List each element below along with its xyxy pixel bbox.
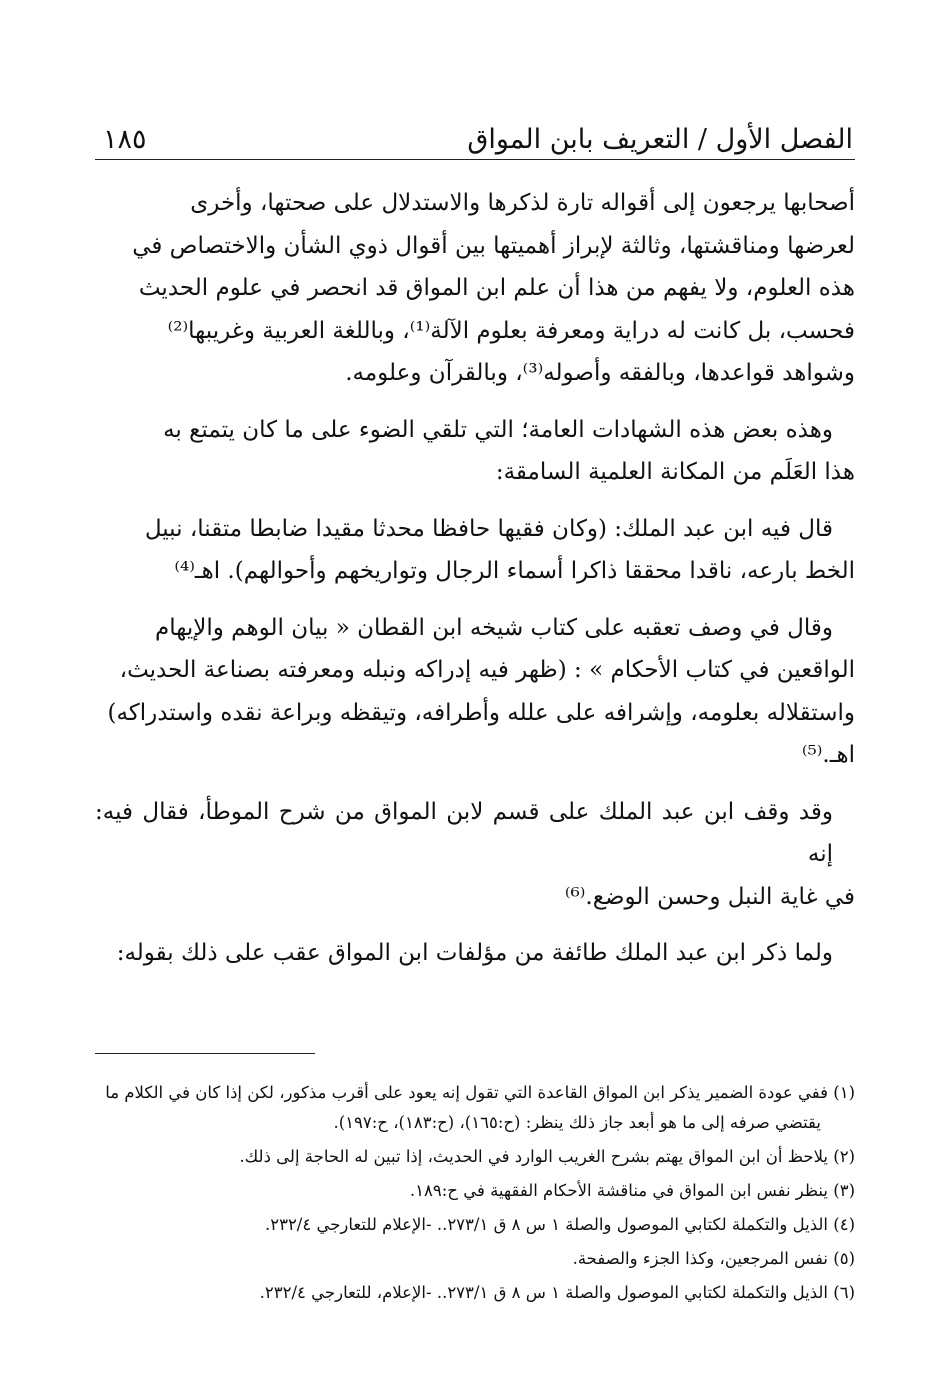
paragraph-3: [95, 508, 855, 593]
paragraph-4: [95, 607, 855, 777]
footnote-5: [95, 1244, 855, 1274]
text-line: اهـ.⁽⁵⁾: [801, 742, 855, 768]
footnotes: [95, 1078, 855, 1308]
text-line: وشواهد قواعدها، وبالفقه وأصوله⁽³⁾، وبالقرآن وعلومه.: [345, 360, 855, 386]
footnote-line: يقتضي صرفه إلى ما هو أبعد جاز ذلك ينظر: (ح:١٦٥)، (ح:١٨٣)، ح:١٩٧).: [333, 1112, 821, 1132]
text-line: في غاية النبل وحسن الوضع.⁽⁶⁾: [564, 883, 855, 910]
text-line: فحسب، بل كانت له دراية ومعرفة بعلوم الآلة⁽¹⁾، وباللغة العربية وغريبها⁽²⁾: [167, 317, 855, 344]
footnote-line: (١) ففي عودة الضمير يذكر ابن المواق القاعدة التي تقول إنه يعود على أقرب مذكور، لكن إذا كان في الكلام ما: [105, 1082, 855, 1102]
footnote-4: [95, 1210, 855, 1240]
text-line: الخط بارعه، ناقدا محققا ذاكرا أسماء الرجال وتواريخهم وأحوالهم). اهـ⁽⁴⁾: [174, 558, 855, 584]
footnote-line: (٢) يلاحظ أن ابن المواق يهتم بشرح الغريب الوارد في الحديث، إذا تبين له الحاجة إلى ذلك.: [239, 1146, 855, 1166]
text-line: وقال في وصف تعقبه على كتاب شيخه ابن القطان « بيان الوهم والإيهام: [154, 614, 833, 641]
text-line: قال فيه ابن عبد الملك: (وكان فقيها حافظا محدثا مقيدا ضابطا متقنا، نبيل: [144, 515, 833, 542]
paragraph-2: [95, 409, 855, 494]
text-line: واستقلاله بعلومه، وإشرافه على علله وأطرافه، وتيقظه وبراعة نقده واستدراكه): [107, 699, 855, 726]
text-line: هذا العَلَم من المكانة العلمية السامقة:: [495, 459, 855, 485]
paragraph-1: [95, 182, 855, 395]
text-line: وقد وقف ابن عبد الملك على قسم لابن المواق من شرح الموطأ، فقال فيه: إنه: [95, 798, 833, 867]
text-line: هذه العلوم، ولا يفهم من هذا أن علم ابن المواق قد انحصر في علوم الحديث: [138, 275, 855, 301]
footnote-line: (٣) ينظر نفس ابن المواق في مناقشة الأحكام الفقهية في ح:١٨٩.: [409, 1180, 855, 1200]
paragraph-5: [95, 791, 855, 919]
footnote-line: (٦) الذيل والتكملة لكتابي الموصول والصلة ١ س ٨ ق ٢٧٣/١.. -الإعلام، للتعارجي ٢٣٢/٤.: [259, 1282, 855, 1302]
footnote-6: [95, 1278, 855, 1308]
running-title: الفصل الأول / التعريف بابن المواق: [467, 124, 853, 155]
main-text: [95, 182, 855, 975]
footnote-2: [95, 1142, 855, 1172]
text-line: وهذه بعض هذه الشهادات العامة؛ التي تلقي الضوء على ما كان يتمتع به: [163, 416, 833, 443]
text-line: لعرضها ومناقشتها، وثالثة لإبراز أهميتها بين أقوال ذوي الشأن والاختصاص في: [132, 232, 855, 259]
footnote-line: (٥) نفس المرجعين، وكذا الجزء والصفحة.: [572, 1248, 855, 1268]
footnote-line: (٤) الذيل والتكملة لكتابي الموصول والصلة ١ س ٨ ق ٢٧٣/١.. -الإعلام للتعارجي ٢٣٢/٤.: [264, 1214, 855, 1234]
footnote-1: [95, 1078, 855, 1138]
text-line: ولما ذكر ابن عبد الملك طائفة من مؤلفات ابن المواق عقب على ذلك بقوله:: [116, 940, 833, 966]
paragraph-6: [95, 932, 855, 975]
book-page: [95, 104, 855, 1344]
text-line: أصحابها يرجعون إلى أقواله تارة لذكرها والاستدلال على صحتها، وأخرى: [190, 190, 855, 216]
footnote-rule: [95, 1053, 315, 1054]
text-line: الواقعين في كتاب الأحكام » : (ظهر فيه إدراكه ونبله ومعرفته بصناعة الحديث،: [119, 657, 855, 683]
page-number: ١٨٥: [103, 124, 147, 155]
running-head: [95, 104, 855, 160]
footnote-separator: [95, 1003, 855, 1054]
footnote-3: [95, 1176, 855, 1206]
